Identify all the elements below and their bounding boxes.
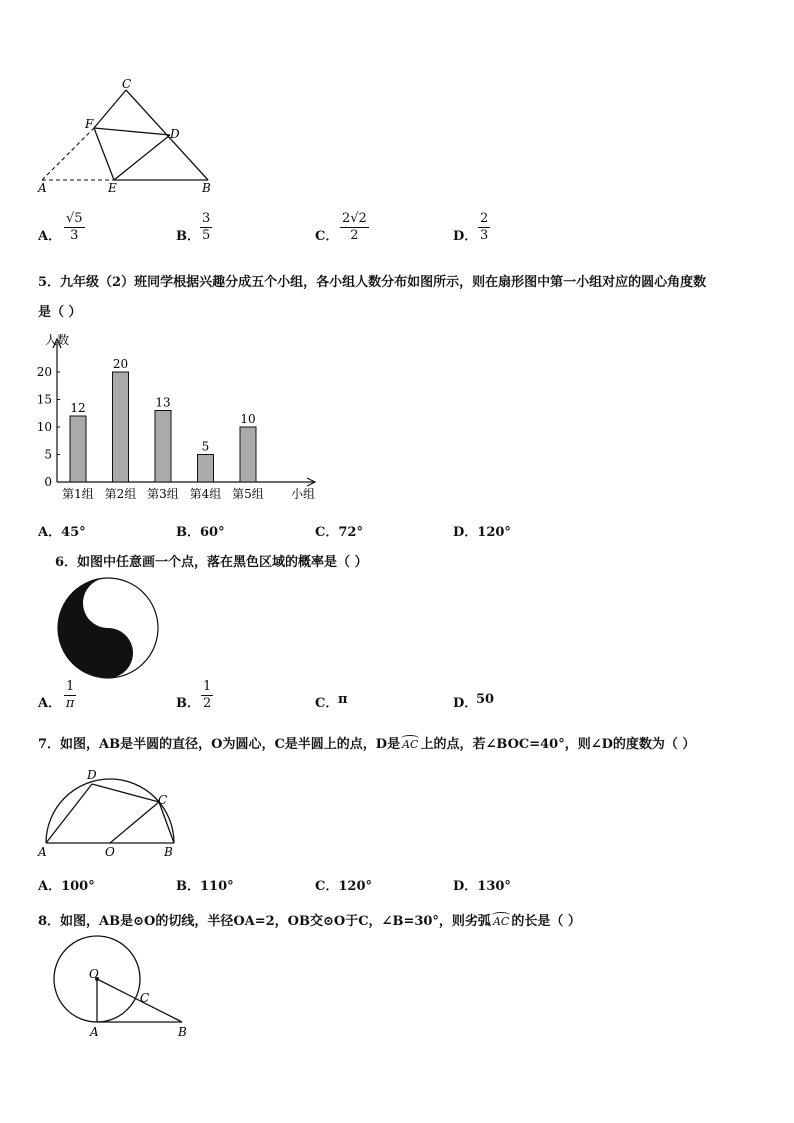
- fraction-denominator: π: [65, 696, 75, 712]
- q8-circle-tangent-figure: [50, 935, 195, 1043]
- q7-arc-symbol: [400, 738, 420, 751]
- bar-2: [113, 372, 129, 482]
- label-o: O: [105, 845, 115, 859]
- q6-option-a-fraction: [64, 680, 76, 712]
- data-label-1: 12: [70, 401, 86, 415]
- q4-option-d-letter[interactable]: D．: [453, 229, 478, 244]
- fraction-denominator: 3: [70, 228, 79, 244]
- fraction-numerator: 2√2: [340, 212, 369, 228]
- q7-stem-pre: 7．如图，AB是半圆的直径，O为圆心，C是半圆上的点，D是: [38, 737, 401, 752]
- q8-stem-pre: 8．如图，AB是⊙O的切线，半径OA=2，OB交⊙O于C，∠B=30°，则劣弧: [38, 914, 491, 929]
- label-d: D: [87, 768, 97, 782]
- q5-stem-line1: 5．九年级（2）班同学根据兴趣分成五个小组，各小组人数分布如图所示，则在扇形图中第一小组对应的圆心角度数: [38, 275, 707, 290]
- yin-yang-figure: [56, 576, 160, 680]
- label-a: A: [90, 1025, 99, 1039]
- label-c: C: [140, 991, 150, 1005]
- y-tick-label: 0: [44, 475, 52, 489]
- q7-stem: [38, 733, 695, 752]
- fraction-denominator: 2: [203, 696, 212, 712]
- arc-label: AC: [492, 915, 510, 928]
- category-label-3: 第3组: [147, 487, 179, 501]
- q6-option-c-text: π: [338, 692, 348, 707]
- fraction-numerator: 1: [64, 680, 76, 696]
- q6-option-c-letter[interactable]: C．: [315, 696, 339, 711]
- q7-option-b[interactable]: B．110°: [176, 879, 234, 894]
- q7-option-d[interactable]: D．130°: [453, 879, 511, 894]
- label-e: E: [108, 181, 117, 195]
- q4-triangle-figure: [30, 78, 215, 198]
- bar-4: [198, 455, 214, 483]
- q5-option-b[interactable]: B．60°: [176, 525, 225, 540]
- category-label-2: 第2组: [104, 487, 137, 501]
- fraction-numerator: √5: [64, 212, 85, 228]
- fraction-denominator: 5: [202, 228, 211, 244]
- q8-arc-symbol: [491, 915, 511, 928]
- label-o: O: [89, 967, 99, 981]
- q4-option-b-letter[interactable]: B．: [176, 229, 200, 244]
- q5-bar-chart: [30, 330, 330, 508]
- y-tick-label: 15: [36, 392, 52, 407]
- data-label-5: 10: [240, 412, 256, 426]
- label-c: C: [158, 793, 168, 807]
- q7-semicircle-figure: [34, 764, 179, 860]
- q4-option-a-letter[interactable]: A．: [38, 229, 62, 244]
- q6-option-d-text: 50: [476, 692, 495, 707]
- label-f: F: [85, 117, 94, 131]
- arc-label: AC: [402, 738, 419, 751]
- q7-option-a[interactable]: A．100°: [38, 879, 95, 894]
- category-label-5: 第5组: [232, 487, 264, 501]
- label-b: B: [202, 181, 211, 195]
- q6-option-d-letter[interactable]: D．: [453, 696, 478, 711]
- fraction-denominator: 3: [480, 228, 489, 244]
- q8-stem-post: 的长是（ ）: [511, 914, 581, 929]
- label-a: A: [38, 181, 47, 195]
- data-label-4: 5: [201, 439, 210, 454]
- y-axis-label: 人数: [45, 333, 70, 347]
- arc-mark: [492, 912, 510, 918]
- q5-option-a[interactable]: A．45°: [38, 525, 86, 540]
- q4-option-b-fraction: [200, 212, 212, 244]
- q7-stem-post: 上的点，若∠BOC=40°，则∠D的度数为（ ）: [420, 737, 696, 752]
- q4-option-c-letter[interactable]: C．: [315, 229, 339, 244]
- y-tick-label: 5: [44, 447, 52, 462]
- data-label-3: 13: [155, 395, 171, 410]
- data-label-2: 20: [112, 357, 129, 371]
- q6-option-a-letter[interactable]: A．: [38, 696, 62, 711]
- bar-1: [70, 416, 86, 482]
- q8-stem: [38, 910, 581, 929]
- fraction-numerator: 1: [201, 680, 213, 696]
- q4-option-d-fraction: [478, 212, 490, 244]
- q4-option-c-fraction: [340, 212, 369, 244]
- q6-stem: 6．如图中任意画一个点，落在黑色区域的概率是（ ）: [55, 555, 368, 570]
- category-label-4: 第4组: [189, 487, 222, 501]
- q6-option-b-letter[interactable]: B．: [176, 696, 200, 711]
- q5-option-c[interactable]: C．72°: [315, 525, 363, 540]
- fraction-numerator: 3: [200, 212, 212, 228]
- label-a: A: [38, 845, 47, 859]
- x-axis-label: 小组: [291, 487, 316, 501]
- label-b: B: [164, 845, 173, 859]
- arc-mark: [401, 735, 419, 741]
- bar-5: [240, 427, 256, 482]
- q6-option-b-fraction: [201, 680, 213, 712]
- category-label-1: 第1组: [62, 487, 94, 501]
- q7-option-c[interactable]: C．120°: [315, 879, 372, 894]
- label-b: B: [178, 1025, 187, 1039]
- y-tick-label: 20: [36, 365, 52, 379]
- label-d: D: [170, 127, 180, 141]
- q5-stem-line2: 是（ ）: [38, 305, 82, 320]
- bar-3: [155, 411, 171, 483]
- q4-option-a-fraction: [64, 212, 85, 244]
- fraction-denominator: 2: [350, 228, 359, 244]
- label-c: C: [122, 78, 132, 91]
- y-tick-label: 10: [36, 420, 52, 434]
- fraction-numerator: 2: [478, 212, 490, 228]
- q5-option-d[interactable]: D．120°: [453, 525, 511, 540]
